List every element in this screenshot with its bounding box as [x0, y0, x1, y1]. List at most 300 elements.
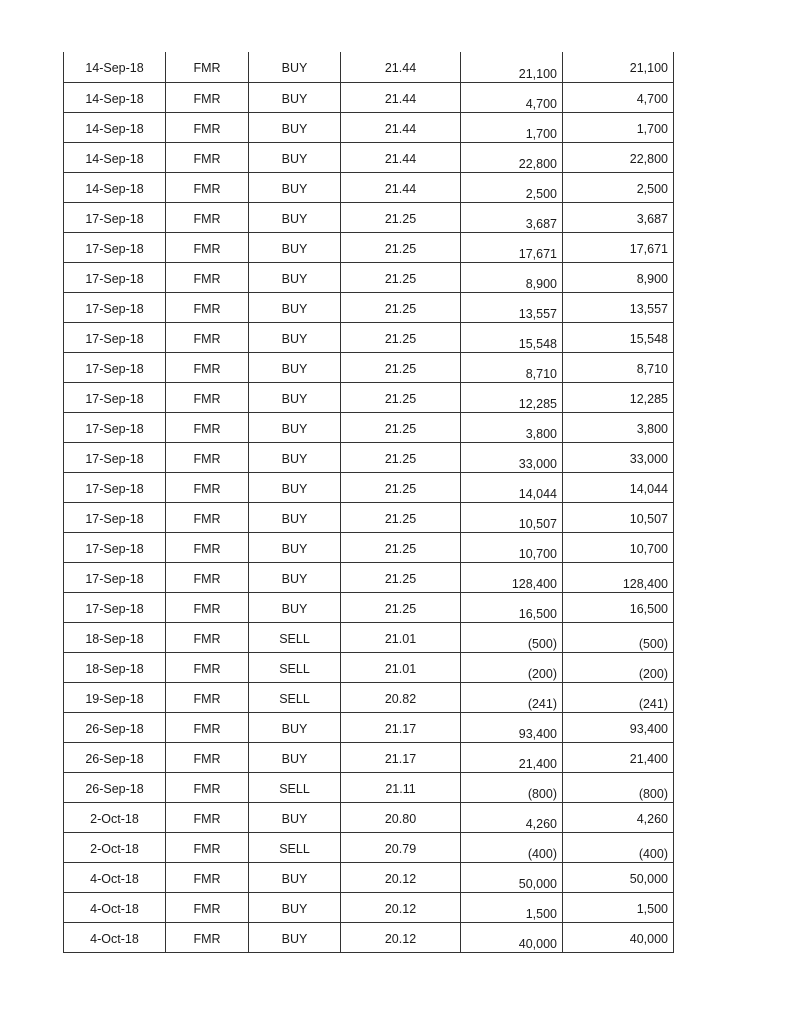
price-text: 20.12 — [384, 871, 417, 886]
price-cell — [341, 202, 461, 232]
holder-text: FMR — [193, 811, 221, 826]
date-cell — [64, 202, 166, 232]
shares-text: (400) — [638, 846, 668, 861]
quantity-text: 50,000 — [518, 876, 557, 891]
transactions-table-body — [64, 52, 674, 952]
holder-text: FMR — [193, 841, 221, 856]
transaction-type-cell — [249, 412, 341, 442]
table-row — [64, 712, 674, 742]
quantity-cell — [461, 52, 563, 82]
price-cell — [341, 592, 461, 622]
shares-cell — [563, 562, 674, 592]
quantity-text: 21,100 — [518, 66, 557, 81]
date-cell — [64, 262, 166, 292]
price-cell — [341, 892, 461, 922]
date-cell — [64, 772, 166, 802]
shares-cell — [563, 742, 674, 772]
price-text: 20.82 — [384, 691, 417, 706]
price-text: 20.12 — [384, 931, 417, 946]
price-cell — [341, 562, 461, 592]
quantity-cell — [461, 322, 563, 352]
holder-text: FMR — [193, 601, 221, 616]
transaction-type-cell — [249, 832, 341, 862]
price-cell — [341, 352, 461, 382]
shares-cell — [563, 52, 674, 82]
shares-text: 8,900 — [636, 271, 668, 286]
transaction-type-text: BUY — [281, 511, 308, 526]
shares-text: 21,400 — [629, 751, 668, 766]
shares-text: 21,100 — [629, 61, 668, 75]
quantity-text: 10,507 — [518, 516, 557, 531]
quantity-cell — [461, 712, 563, 742]
date-text: 17-Sep-18 — [85, 271, 144, 286]
table-row — [64, 682, 674, 712]
quantity-text: 21,400 — [518, 756, 557, 771]
date-cell — [64, 352, 166, 382]
quantity-cell — [461, 172, 563, 202]
date-text: 18-Sep-18 — [85, 661, 144, 676]
holder-cell — [166, 292, 249, 322]
shares-cell — [563, 82, 674, 112]
transaction-type-text: BUY — [281, 871, 308, 886]
transaction-type-text: SELL — [279, 631, 310, 646]
price-text: 21.25 — [384, 481, 417, 496]
shares-text: (500) — [638, 636, 668, 651]
transaction-type-text: BUY — [281, 241, 308, 256]
quantity-cell — [461, 892, 563, 922]
holder-text: FMR — [193, 451, 221, 466]
quantity-text: 93,400 — [518, 726, 557, 741]
shares-cell — [563, 592, 674, 622]
transaction-type-text: BUY — [281, 121, 308, 136]
table-row — [64, 412, 674, 442]
shares-cell — [563, 652, 674, 682]
table-row — [64, 832, 674, 862]
holder-cell — [166, 622, 249, 652]
quantity-text: 16,500 — [518, 606, 557, 621]
transaction-type-cell — [249, 562, 341, 592]
shares-cell — [563, 292, 674, 322]
transaction-type-text: BUY — [281, 151, 308, 166]
date-cell — [64, 652, 166, 682]
quantity-cell — [461, 832, 563, 862]
holder-text: FMR — [193, 361, 221, 376]
price-cell — [341, 262, 461, 292]
shares-cell — [563, 682, 674, 712]
price-cell — [341, 382, 461, 412]
holder-text: FMR — [193, 691, 221, 706]
date-text: 17-Sep-18 — [85, 571, 144, 586]
shares-cell — [563, 532, 674, 562]
holder-cell — [166, 772, 249, 802]
quantity-cell — [461, 82, 563, 112]
holder-cell — [166, 202, 249, 232]
transaction-type-cell — [249, 292, 341, 322]
table-row — [64, 352, 674, 382]
price-text: 21.25 — [384, 541, 417, 556]
date-cell — [64, 322, 166, 352]
shares-text: 40,000 — [629, 931, 668, 946]
transaction-type-text: BUY — [281, 481, 308, 496]
price-text: 21.44 — [384, 91, 417, 106]
holder-text: FMR — [193, 481, 221, 496]
holder-text: FMR — [193, 301, 221, 316]
holder-cell — [166, 832, 249, 862]
price-text: 21.17 — [384, 721, 417, 736]
price-cell — [341, 52, 461, 82]
shares-text: (800) — [638, 786, 668, 801]
price-text: 20.12 — [384, 901, 417, 916]
date-text: 17-Sep-18 — [85, 601, 144, 616]
table-row — [64, 652, 674, 682]
transaction-type-cell — [249, 142, 341, 172]
transaction-type-text: SELL — [279, 781, 310, 796]
price-text: 21.44 — [384, 121, 417, 136]
holder-text: FMR — [193, 211, 221, 226]
holder-cell — [166, 862, 249, 892]
shares-cell — [563, 382, 674, 412]
date-text: 14-Sep-18 — [85, 181, 144, 196]
transaction-type-text: BUY — [281, 571, 308, 586]
holder-text: FMR — [193, 61, 221, 75]
quantity-text: 4,700 — [525, 96, 557, 111]
holder-cell — [166, 442, 249, 472]
transaction-type-cell — [249, 202, 341, 232]
price-text: 20.79 — [384, 841, 417, 856]
quantity-text: 4,260 — [525, 816, 557, 831]
shares-cell — [563, 352, 674, 382]
holder-text: FMR — [193, 331, 221, 346]
transaction-type-cell — [249, 502, 341, 532]
date-text: 17-Sep-18 — [85, 331, 144, 346]
quantity-text: 1,500 — [525, 906, 557, 921]
transaction-type-cell — [249, 82, 341, 112]
quantity-cell — [461, 562, 563, 592]
transaction-type-text: BUY — [281, 61, 308, 75]
quantity-cell — [461, 202, 563, 232]
quantity-text: 17,671 — [518, 246, 557, 261]
holder-cell — [166, 382, 249, 412]
holder-text: FMR — [193, 901, 221, 916]
holder-cell — [166, 262, 249, 292]
quantity-text: 3,800 — [525, 426, 557, 441]
transaction-type-cell — [249, 712, 341, 742]
date-cell — [64, 412, 166, 442]
table-row — [64, 742, 674, 772]
holder-cell — [166, 562, 249, 592]
price-cell — [341, 442, 461, 472]
transaction-type-cell — [249, 382, 341, 412]
table-row — [64, 502, 674, 532]
date-text: 2-Oct-18 — [90, 841, 139, 856]
holder-text: FMR — [193, 271, 221, 286]
shares-text: 1,500 — [636, 901, 668, 916]
price-text: 21.25 — [384, 301, 417, 316]
date-text: 26-Sep-18 — [85, 721, 144, 736]
transaction-type-text: BUY — [281, 181, 308, 196]
date-cell — [64, 172, 166, 202]
quantity-cell — [461, 142, 563, 172]
quantity-text: (400) — [527, 846, 557, 861]
transaction-type-cell — [249, 262, 341, 292]
holder-cell — [166, 652, 249, 682]
shares-text: 17,671 — [629, 241, 668, 256]
quantity-text: 8,710 — [525, 366, 557, 381]
holder-text: FMR — [193, 511, 221, 526]
date-cell — [64, 292, 166, 322]
date-cell — [64, 832, 166, 862]
holder-cell — [166, 322, 249, 352]
price-text: 21.44 — [384, 181, 417, 196]
holder-text: FMR — [193, 721, 221, 736]
price-cell — [341, 862, 461, 892]
transaction-type-text: BUY — [281, 721, 308, 736]
price-text: 21.25 — [384, 361, 417, 376]
table-row — [64, 112, 674, 142]
date-cell — [64, 382, 166, 412]
holder-text: FMR — [193, 421, 221, 436]
quantity-text: 10,700 — [518, 546, 557, 561]
date-cell — [64, 592, 166, 622]
holder-cell — [166, 142, 249, 172]
shares-cell — [563, 712, 674, 742]
price-text: 21.25 — [384, 451, 417, 466]
transaction-type-text: BUY — [281, 301, 308, 316]
price-cell — [341, 502, 461, 532]
transaction-type-cell — [249, 352, 341, 382]
date-text: 26-Sep-18 — [85, 781, 144, 796]
table-row — [64, 82, 674, 112]
transaction-type-text: BUY — [281, 901, 308, 916]
transaction-type-text: BUY — [281, 541, 308, 556]
table-row — [64, 382, 674, 412]
table-row — [64, 862, 674, 892]
table-row — [64, 622, 674, 652]
shares-cell — [563, 412, 674, 442]
quantity-cell — [461, 802, 563, 832]
holder-cell — [166, 352, 249, 382]
price-text: 21.25 — [384, 571, 417, 586]
holder-text: FMR — [193, 781, 221, 796]
quantity-text: 1,700 — [525, 126, 557, 141]
quantity-text: 12,285 — [518, 396, 557, 411]
transaction-type-cell — [249, 112, 341, 142]
transaction-type-cell — [249, 442, 341, 472]
table-row — [64, 922, 674, 952]
quantity-cell — [461, 112, 563, 142]
table-row — [64, 232, 674, 262]
transaction-type-text: BUY — [281, 391, 308, 406]
price-cell — [341, 82, 461, 112]
price-cell — [341, 742, 461, 772]
transaction-type-text: BUY — [281, 331, 308, 346]
table-row — [64, 532, 674, 562]
transaction-type-text: BUY — [281, 811, 308, 826]
transaction-type-text: BUY — [281, 751, 308, 766]
quantity-cell — [461, 412, 563, 442]
quantity-cell — [461, 772, 563, 802]
transaction-type-text: BUY — [281, 451, 308, 466]
transaction-type-cell — [249, 622, 341, 652]
transaction-type-text: BUY — [281, 421, 308, 436]
transaction-type-cell — [249, 802, 341, 832]
date-cell — [64, 52, 166, 82]
shares-text: 128,400 — [622, 576, 668, 591]
date-text: 18-Sep-18 — [85, 631, 144, 646]
shares-cell — [563, 832, 674, 862]
holder-cell — [166, 892, 249, 922]
shares-text: 12,285 — [629, 391, 668, 406]
transaction-type-text: BUY — [281, 361, 308, 376]
table-row — [64, 772, 674, 802]
quantity-cell — [461, 292, 563, 322]
date-cell — [64, 682, 166, 712]
shares-text: 10,507 — [629, 511, 668, 526]
shares-text: 15,548 — [629, 331, 668, 346]
date-text: 17-Sep-18 — [85, 421, 144, 436]
price-text: 21.25 — [384, 211, 417, 226]
date-cell — [64, 532, 166, 562]
date-cell — [64, 442, 166, 472]
shares-text: (241) — [638, 696, 668, 711]
date-text: 4-Oct-18 — [90, 931, 139, 946]
transaction-type-cell — [249, 52, 341, 82]
price-text: 21.44 — [384, 61, 417, 75]
date-cell — [64, 112, 166, 142]
table-row — [64, 202, 674, 232]
quantity-text: 13,557 — [518, 306, 557, 321]
quantity-cell — [461, 622, 563, 652]
holder-cell — [166, 412, 249, 442]
shares-text: 4,700 — [636, 91, 668, 106]
transaction-type-cell — [249, 892, 341, 922]
shares-cell — [563, 112, 674, 142]
table-row — [64, 292, 674, 322]
quantity-cell — [461, 742, 563, 772]
date-text: 14-Sep-18 — [85, 91, 144, 106]
table-row — [64, 592, 674, 622]
transaction-type-cell — [249, 652, 341, 682]
price-cell — [341, 412, 461, 442]
table-row — [64, 262, 674, 292]
table-row — [64, 562, 674, 592]
price-text: 21.25 — [384, 601, 417, 616]
shares-text: 33,000 — [629, 451, 668, 466]
date-text: 2-Oct-18 — [90, 811, 139, 826]
price-text: 21.25 — [384, 391, 417, 406]
date-text: 17-Sep-18 — [85, 241, 144, 256]
shares-text: 13,557 — [629, 301, 668, 316]
quantity-text: 15,548 — [518, 336, 557, 351]
shares-cell — [563, 922, 674, 952]
table-row — [64, 172, 674, 202]
price-text: 21.44 — [384, 151, 417, 166]
transaction-type-text: BUY — [281, 931, 308, 946]
price-cell — [341, 772, 461, 802]
holder-text: FMR — [193, 121, 221, 136]
date-cell — [64, 802, 166, 832]
date-text: 4-Oct-18 — [90, 901, 139, 916]
shares-text: 10,700 — [629, 541, 668, 556]
price-text: 21.25 — [384, 421, 417, 436]
table-row — [64, 472, 674, 502]
table-row — [64, 322, 674, 352]
quantity-text: (241) — [527, 696, 557, 711]
transaction-type-cell — [249, 172, 341, 202]
date-text: 4-Oct-18 — [90, 871, 139, 886]
quantity-text: 128,400 — [511, 576, 557, 591]
holder-text: FMR — [193, 181, 221, 196]
price-text: 21.01 — [384, 631, 417, 646]
price-cell — [341, 232, 461, 262]
quantity-cell — [461, 472, 563, 502]
date-text: 17-Sep-18 — [85, 481, 144, 496]
price-cell — [341, 682, 461, 712]
transaction-type-cell — [249, 532, 341, 562]
transaction-type-cell — [249, 592, 341, 622]
shares-cell — [563, 142, 674, 172]
table-row — [64, 442, 674, 472]
holder-text: FMR — [193, 571, 221, 586]
transaction-type-cell — [249, 322, 341, 352]
price-cell — [341, 832, 461, 862]
date-text: 19-Sep-18 — [85, 691, 144, 706]
holder-cell — [166, 742, 249, 772]
shares-text: 16,500 — [629, 601, 668, 616]
price-cell — [341, 712, 461, 742]
date-text: 17-Sep-18 — [85, 511, 144, 526]
price-text: 21.25 — [384, 271, 417, 286]
holder-text: FMR — [193, 931, 221, 946]
transaction-type-cell — [249, 862, 341, 892]
shares-text: 14,044 — [629, 481, 668, 496]
transaction-type-text: BUY — [281, 271, 308, 286]
quantity-text: 14,044 — [518, 486, 557, 501]
date-text: 14-Sep-18 — [85, 121, 144, 136]
date-cell — [64, 622, 166, 652]
holder-text: FMR — [193, 871, 221, 886]
holder-text: FMR — [193, 751, 221, 766]
shares-text: 50,000 — [629, 871, 668, 886]
price-cell — [341, 292, 461, 322]
holder-cell — [166, 52, 249, 82]
shares-cell — [563, 502, 674, 532]
holder-text: FMR — [193, 541, 221, 556]
shares-text: 3,687 — [636, 211, 668, 226]
shares-cell — [563, 232, 674, 262]
date-text: 14-Sep-18 — [85, 151, 144, 166]
quantity-text: (800) — [527, 786, 557, 801]
shares-text: 8,710 — [636, 361, 668, 376]
price-text: 21.25 — [384, 241, 417, 256]
date-cell — [64, 742, 166, 772]
holder-cell — [166, 682, 249, 712]
price-cell — [341, 472, 461, 502]
date-text: 17-Sep-18 — [85, 451, 144, 466]
date-cell — [64, 862, 166, 892]
quantity-cell — [461, 592, 563, 622]
quantity-cell — [461, 262, 563, 292]
price-text: 21.25 — [384, 511, 417, 526]
date-text: 26-Sep-18 — [85, 751, 144, 766]
table-row — [64, 52, 674, 82]
price-text: 21.11 — [385, 781, 416, 796]
shares-cell — [563, 202, 674, 232]
date-cell — [64, 142, 166, 172]
quantity-text: 3,687 — [525, 216, 557, 231]
shares-cell — [563, 892, 674, 922]
date-cell — [64, 892, 166, 922]
